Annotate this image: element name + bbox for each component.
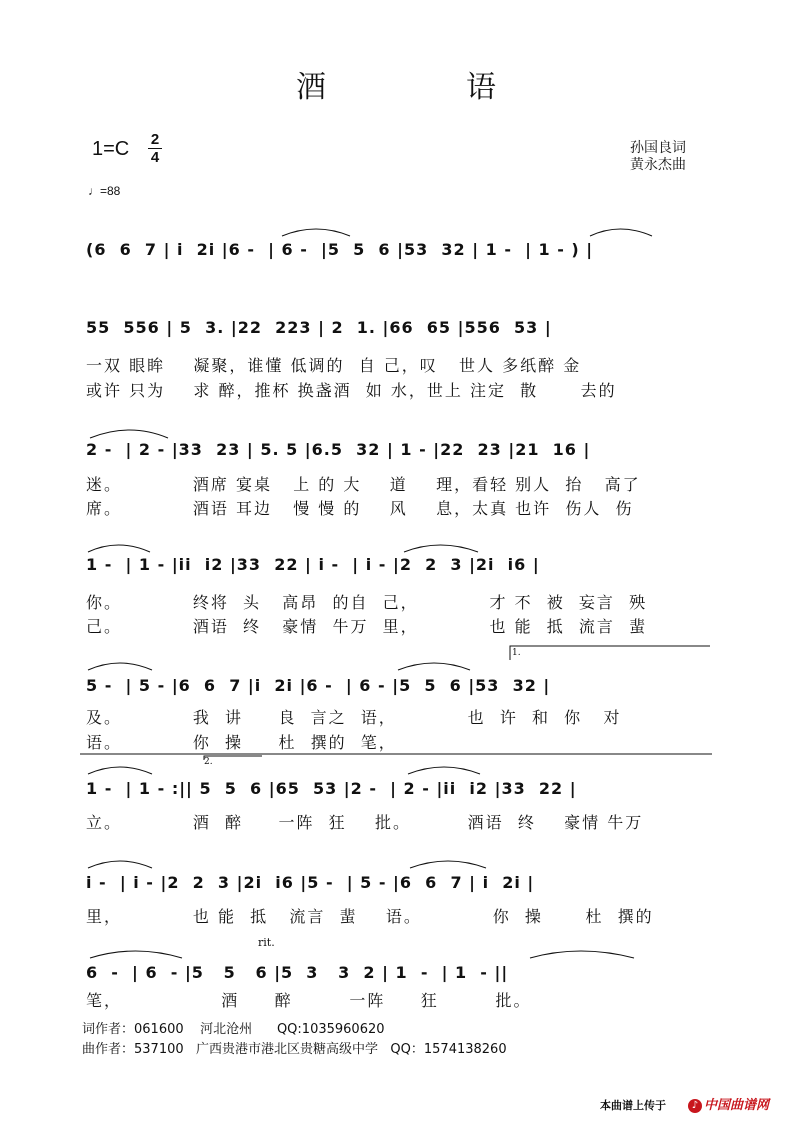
lyric-line-2a: 一双 眼眸 凝聚，谁懂 低调的 自 己，叹 世人 多纸醉 金 xyxy=(86,356,582,375)
key-signature: 1=C xyxy=(92,138,130,160)
notation-line-8: 6 - | 6 - |5 5 6 |5 3 3 2 | 1 - | 1 - || xyxy=(86,963,509,982)
notation-line-4: 1 - | 1 - |ii i2 |33 22 | i - | i - |2 2 3 |2i i6 | xyxy=(86,555,540,574)
slur xyxy=(88,861,152,868)
notation-line-3: 2 - | 2 - |33 23 | 5. 5 |6.5 32 | 1 - |22 23 |21 16 | xyxy=(86,440,591,459)
lyric-line-3a: 迷。 酒席 宴桌 上 的 大 道 理，看轻 别人 抬 高了 xyxy=(86,475,641,494)
notation-line-5: 5 - | 5 - |6 6 7 |i 2i |6 - | 6 - |5 5 6 |53 32 | xyxy=(86,676,551,695)
slur xyxy=(398,663,470,670)
notation-line-1: (6 6 7 | i 2i |6 - | 6 - |5 5 6 |53 32 | 1 - | 1 - ) | xyxy=(86,240,594,259)
upload-label: 本曲谱上传于 xyxy=(600,1099,666,1112)
slur xyxy=(404,545,478,552)
time-bottom: 4 xyxy=(150,149,160,166)
title-char-2: 语 xyxy=(466,70,496,105)
slur xyxy=(90,951,182,958)
composer: 黄永杰曲 xyxy=(630,157,686,173)
slur xyxy=(410,861,486,868)
slur xyxy=(590,229,652,236)
slur xyxy=(90,430,168,438)
lyric-line-2b: 或许 只为 求 醉，推杯 换盏酒 如 水，世上 注定 散 去的 xyxy=(86,381,617,400)
slur xyxy=(88,545,150,552)
site-logo[interactable] xyxy=(688,1094,769,1113)
slur xyxy=(530,951,634,958)
lyric-line-8: 笔， 酒 醉 一阵 狂 批。 xyxy=(86,991,532,1010)
slur xyxy=(282,229,350,236)
volta-bracket xyxy=(204,756,262,760)
notation-line-7: i - | i - |2 2 3 |2i i6 |5 - | 5 - |6 6 7 | i 2i | xyxy=(86,873,535,892)
lyric-line-6: 立。 酒 醉 一阵 狂 批。 酒语 终 豪情 牛万 xyxy=(86,813,644,832)
footer-lyricist-info: 词作者：061600 河北沧州 QQ:1035960620 xyxy=(82,1022,385,1037)
music-note-icon: ♪ xyxy=(688,1099,702,1113)
lyric-line-5b: 语。 你 操 杜 撰的 笔， xyxy=(86,733,397,752)
rit-marking: rit. xyxy=(258,936,275,949)
slur xyxy=(88,767,152,774)
tempo-marking: ♩=88 xyxy=(88,184,121,198)
volta-bracket xyxy=(510,646,710,660)
slur xyxy=(88,663,152,670)
lyric-line-4b: 己。 酒语 终 豪情 牛万 里， 也 能 抵 流言 蜚 xyxy=(86,617,648,636)
volta-2: 2. xyxy=(204,757,213,767)
footer-composer-info: 曲作者：537100 广西贵港市港北区贵糖高级中学 QQ：1574138260 xyxy=(82,1042,507,1057)
lyricist: 孙国良词 xyxy=(630,140,686,156)
title-char-1: 酒 xyxy=(296,70,326,105)
site-logo-text: 中国曲谱网 xyxy=(704,1098,770,1113)
lyric-line-5a: 及。 我 讲 良 言之 语， 也 许 和 你 对 xyxy=(86,708,622,727)
notation-line-6: 1 - | 1 - :|| 5 5 6 |65 53 |2 - | 2 - |ii i2 |33 22 | xyxy=(86,779,577,798)
time-top: 2 xyxy=(150,131,160,148)
slur xyxy=(408,767,480,774)
lyric-line-4a: 你。 终将 头 高昂 的自 己， 才 不 被 妄言 殃 xyxy=(86,593,648,612)
notation-line-2: 55 556 | 5 3. |22 223 | 2 1. |66 65 |556 53 | xyxy=(86,318,552,337)
lyric-line-3b: 席。 酒语 耳边 慢 慢 的 风 息，太真 也许 伤人 伤 xyxy=(86,499,634,518)
volta-1: 1. xyxy=(512,648,521,658)
lyric-line-7: 里， 也 能 抵 流言 蜚 语。 你 操 杜 撰的 xyxy=(86,907,654,926)
